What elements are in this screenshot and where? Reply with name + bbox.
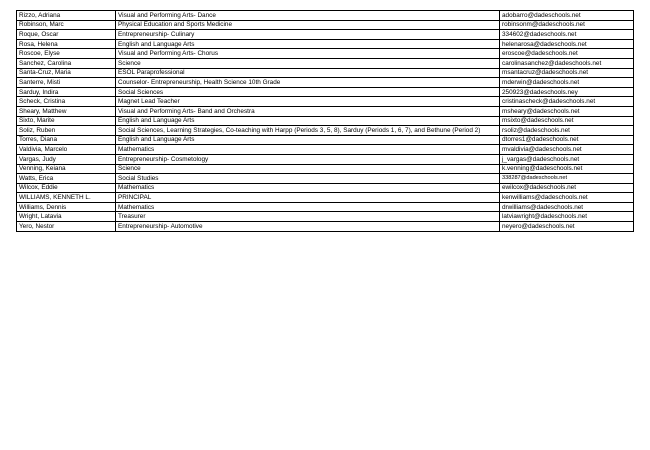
table-row bbox=[17, 68, 634, 78]
table-row bbox=[17, 193, 634, 203]
staff-department: Mathematics bbox=[116, 202, 500, 212]
staff-name: Santerre, Misti bbox=[17, 78, 116, 88]
staff-department: Social Sciences bbox=[116, 87, 500, 97]
table-row bbox=[17, 39, 634, 49]
staff-email: msixto@dadeschools.net bbox=[500, 116, 634, 126]
table-row bbox=[17, 126, 634, 136]
table-row bbox=[17, 78, 634, 88]
staff-email: robinsonm@dadeschools.net bbox=[500, 20, 634, 30]
staff-name: Rizzo, Adriana bbox=[17, 11, 116, 21]
staff-name: Wright, Latavia bbox=[17, 212, 116, 222]
staff-name: Sanchez, Carolina bbox=[17, 58, 116, 68]
staff-name: Sixto, Marite bbox=[17, 116, 116, 126]
table-row bbox=[17, 154, 634, 164]
staff-email: 334602@dadeschools.net bbox=[500, 30, 634, 40]
staff-name: Sarduy, Indira bbox=[17, 87, 116, 97]
staff-department: English and Language Arts bbox=[116, 39, 500, 49]
staff-department: English and Language Arts bbox=[116, 135, 500, 145]
staff-department: Social Sciences, Learning Strategies, Co-teaching with Harpp (Periods 3, 5, 8), Sarduy (Periods 1, 6, 7), and Bethune (Period 2) bbox=[116, 126, 500, 136]
table-row bbox=[17, 49, 634, 59]
staff-name: Rosa, Helena bbox=[17, 39, 116, 49]
table-row bbox=[17, 116, 634, 126]
table-row bbox=[17, 97, 634, 107]
staff-name: Roque, Oscar bbox=[17, 30, 116, 40]
staff-department: English and Language Arts bbox=[116, 116, 500, 126]
staff-name: Venning, Keiana bbox=[17, 164, 116, 174]
staff-email: ewilcox@dadeschools.net bbox=[500, 183, 634, 193]
staff-name: Williams, Dennis bbox=[17, 202, 116, 212]
staff-department: Entrepreneurship- Cosmetology bbox=[116, 154, 500, 164]
staff-department: Magnet Lead Teacher bbox=[116, 97, 500, 107]
staff-name: Yero, Nestor bbox=[17, 222, 116, 232]
table-row bbox=[17, 106, 634, 116]
staff-email: 250923@dadeschools.ney bbox=[500, 87, 634, 97]
table-row bbox=[17, 164, 634, 174]
staff-department: Mathematics bbox=[116, 145, 500, 155]
staff-email: 338287@dadeschools.net bbox=[500, 174, 634, 184]
table-row bbox=[17, 202, 634, 212]
staff-name: Torres, Diana bbox=[17, 135, 116, 145]
staff-department: Science bbox=[116, 164, 500, 174]
staff-email: mderwin@dadeschools.net bbox=[500, 78, 634, 88]
staff-email: msheary@dadeschools.net bbox=[500, 106, 634, 116]
staff-name: Wilcox, Eddie bbox=[17, 183, 116, 193]
staff-email: kenwilliams@dadeschools.net bbox=[500, 193, 634, 203]
staff-name: Roscoe, Elyse bbox=[17, 49, 116, 59]
staff-email: dtorres1@dadeschools.net bbox=[500, 135, 634, 145]
staff-name: Santa-Cruz, Maria bbox=[17, 68, 116, 78]
staff-name: Vargas, Judy bbox=[17, 154, 116, 164]
staff-name: Robinson, Marc bbox=[17, 20, 116, 30]
table-row bbox=[17, 87, 634, 97]
staff-department: Visual and Performing Arts- Dance bbox=[116, 11, 500, 21]
staff-email: eroscoe@dadeschools.net bbox=[500, 49, 634, 59]
staff-department: Entrepreneurship- Culinary bbox=[116, 30, 500, 40]
staff-email: rsoliz@dadeschools.net bbox=[500, 126, 634, 136]
table-row bbox=[17, 11, 634, 21]
staff-email: cristinascheck@dadeschools.net bbox=[500, 97, 634, 107]
staff-department: Science bbox=[116, 58, 500, 68]
table-row bbox=[17, 222, 634, 232]
staff-email: adobarro@dadeschools.net bbox=[500, 11, 634, 21]
staff-department: Mathematics bbox=[116, 183, 500, 193]
staff-email: mvaldivia@dadeschools.net bbox=[500, 145, 634, 155]
staff-department: Visual and Performing Arts- Band and Orchestra bbox=[116, 106, 500, 116]
table-row bbox=[17, 183, 634, 193]
staff-name: Scheck, Cristina bbox=[17, 97, 116, 107]
staff-department: Counselor- Entrepreneurship, Health Science 10th Grade bbox=[116, 78, 500, 88]
staff-name: Sheary, Matthew bbox=[17, 106, 116, 116]
table-row bbox=[17, 30, 634, 40]
staff-department: Treasurer bbox=[116, 212, 500, 222]
staff-name: Watts, Erica bbox=[17, 174, 116, 184]
staff-department: ESOL Paraprofessional bbox=[116, 68, 500, 78]
staff-department: PRINCIPAL bbox=[116, 193, 500, 203]
staff-email: helenarosa@dadeschools.net bbox=[500, 39, 634, 49]
staff-department: Social Studies bbox=[116, 174, 500, 184]
staff-email: j_vargas@dadeschools.net bbox=[500, 154, 634, 164]
table-row bbox=[17, 212, 634, 222]
staff-name: Soliz, Ruben bbox=[17, 126, 116, 136]
table-row bbox=[17, 145, 634, 155]
staff-email: msantacruz@dadeschools.net bbox=[500, 68, 634, 78]
staff-name: WILLIAMS, KENNETH L. bbox=[17, 193, 116, 203]
staff-email: k.venning@dadeschools.net bbox=[500, 164, 634, 174]
staff-name: Valdivia, Marcelo bbox=[17, 145, 116, 155]
table-row bbox=[17, 135, 634, 145]
staff-department: Physical Education and Sports Medicine bbox=[116, 20, 500, 30]
table-row bbox=[17, 174, 634, 184]
staff-email: carolinasanchez@dadeschools.net bbox=[500, 58, 634, 68]
staff-department: Entrepreneurship- Automotive bbox=[116, 222, 500, 232]
table-row bbox=[17, 58, 634, 68]
staff-email: latviawright@dadeschools.net bbox=[500, 212, 634, 222]
staff-directory-table bbox=[16, 10, 634, 232]
staff-email: drwilliams@dadeschools.net bbox=[500, 202, 634, 212]
staff-email: neyero@dadeschools.net bbox=[500, 222, 634, 232]
table-row bbox=[17, 20, 634, 30]
staff-department: Visual and Performing Arts- Chorus bbox=[116, 49, 500, 59]
